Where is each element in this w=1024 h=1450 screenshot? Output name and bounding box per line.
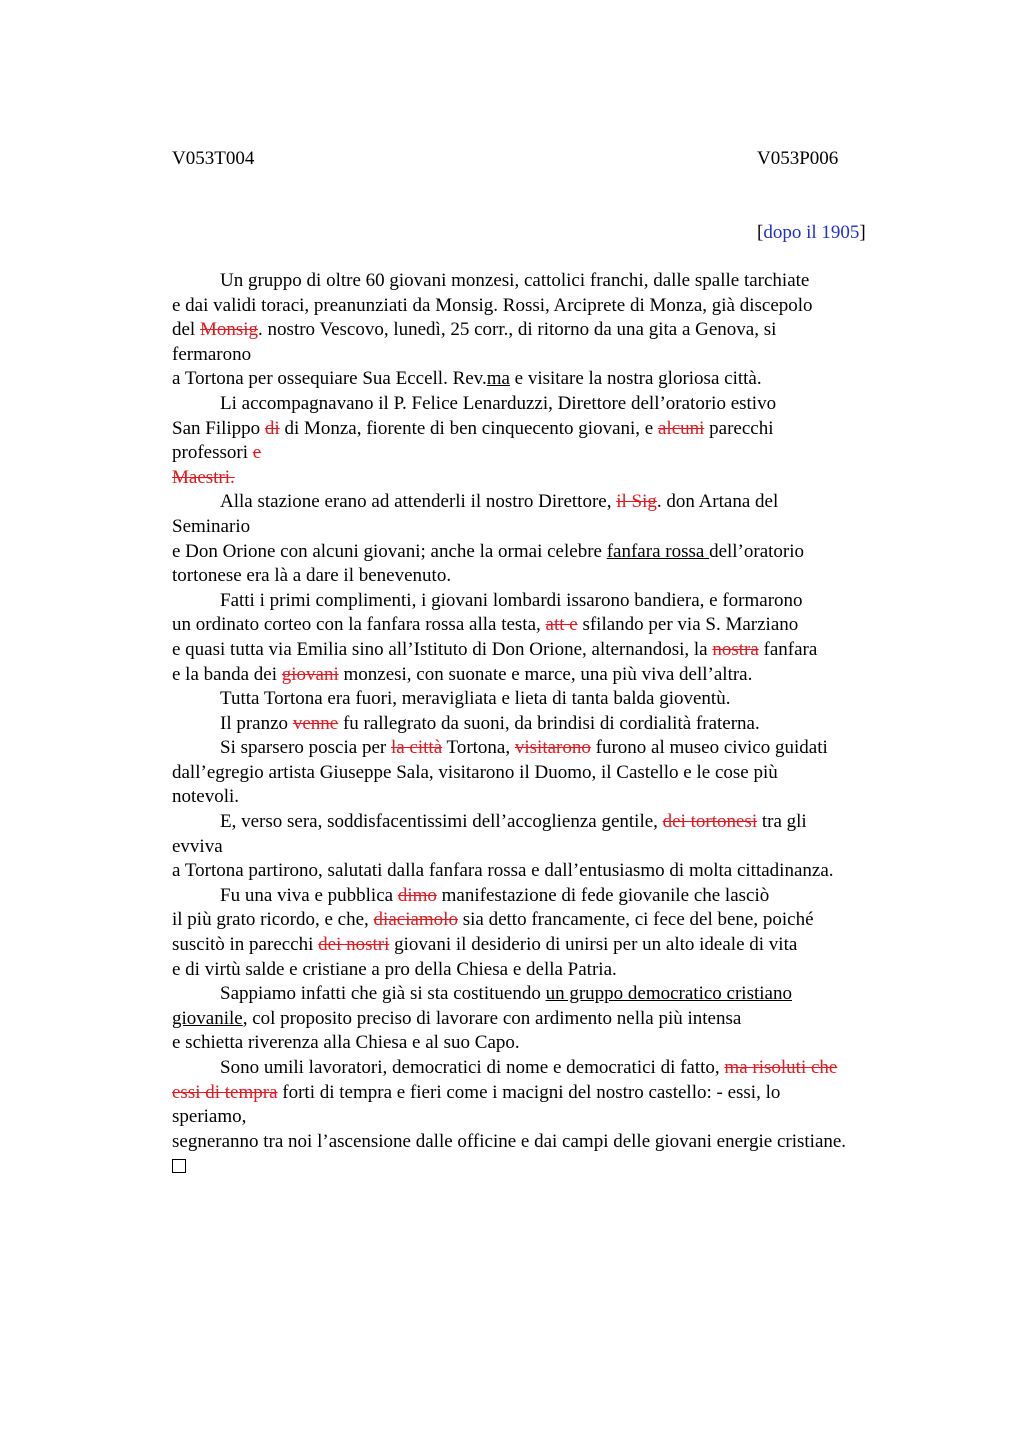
text: E, verso sera, soddisfacentissimi dell’accoglienza gentile, xyxy=(220,811,663,833)
deleted-text: il Sig xyxy=(616,491,657,513)
text: professori xyxy=(172,442,253,464)
text-line xyxy=(172,613,912,638)
date-note xyxy=(757,221,866,245)
text: monzesi, con suonate e marce, una più viva dell’altra. xyxy=(338,663,753,685)
deleted-text: dei nostri xyxy=(318,934,390,956)
underlined-text: un gruppo democratico cristiano xyxy=(545,983,792,1005)
text: dell’oratorio xyxy=(709,540,805,562)
text: segneranno tra noi l’ascensione dalle officine e dai campi delle giovani energie cristiane. xyxy=(172,1130,847,1152)
text-line xyxy=(172,663,912,688)
text-line xyxy=(172,958,912,983)
text: a Tortona partirono, salutati dalla fanfara rossa e dall’entusiasmo di molta cittadinanza. xyxy=(172,860,834,882)
text-line xyxy=(172,1056,912,1081)
text-line xyxy=(172,589,912,614)
document-body xyxy=(172,269,912,1181)
text: . don Artana del xyxy=(656,491,779,513)
text: dall’egregio artista Giuseppe Sala, visitarono il Duomo, il Castello e le cose più xyxy=(172,761,778,783)
text-line xyxy=(172,490,912,515)
text-line xyxy=(172,884,912,909)
text: speriamo, xyxy=(172,1106,247,1128)
deleted-text: Monsig xyxy=(199,319,259,341)
text: e Don Orione con alcuni giovani; anche la ormai celebre xyxy=(172,540,607,562)
text-line xyxy=(172,982,912,1007)
deleted-text: la città xyxy=(390,737,443,759)
text: e dai validi toraci, preanunziati da Monsig. Rossi, Arciprete di Monza, già discepolo xyxy=(172,294,813,316)
text: Un gruppo di oltre 60 giovani monzesi, cattolici franchi, dalle spalle tarchiate xyxy=(220,270,810,291)
date-bracket-open: [ xyxy=(757,222,764,243)
text: Sappiamo infatti che già si sta costituendo xyxy=(220,983,546,1005)
text-line xyxy=(172,687,912,712)
text: Fatti i primi complimenti, i giovani lombardi issarono bandiera, e formarono xyxy=(220,589,803,611)
deleted-text: nostra xyxy=(712,638,759,660)
text: giovani il desiderio di unirsi per un alto ideale di vita xyxy=(389,934,798,956)
text: evviva xyxy=(172,835,223,857)
text-line xyxy=(172,638,912,663)
text: Seminario xyxy=(172,515,251,537)
text: fermarono xyxy=(172,343,252,365)
text-line xyxy=(172,1130,912,1155)
text: e quasi tutta via Emilia sino all’Istituto di Don Orione, alternandosi, la xyxy=(172,638,713,660)
text: fanfara xyxy=(758,638,818,660)
text-line xyxy=(172,318,912,343)
text-line xyxy=(172,785,912,810)
deleted-text: dei tortonesi xyxy=(662,811,758,833)
text: e visitare la nostra gloriosa città. xyxy=(509,368,762,390)
text: forti di tempra e fieri come i macigni del nostro castello: - essi, lo xyxy=(277,1081,781,1103)
text-line xyxy=(172,712,912,737)
text-line xyxy=(172,835,912,860)
text-line xyxy=(172,343,912,368)
text: Si sparsero poscia per xyxy=(220,737,391,759)
text-line xyxy=(172,1081,912,1106)
deleted-text: dimo xyxy=(397,884,437,906)
deleted-text: di xyxy=(264,417,280,439)
text-line xyxy=(172,294,912,319)
deleted-text: Maestri. xyxy=(172,466,235,488)
text: suscitò in parecchi xyxy=(172,934,319,956)
end-mark-line xyxy=(172,1154,912,1181)
text-line xyxy=(172,761,912,786)
text-line xyxy=(172,466,912,491)
deleted-text: e xyxy=(252,442,262,464)
text: notevoli. xyxy=(172,786,240,808)
text: furono al museo civico guidati xyxy=(590,737,828,759)
text: tortonese era là a dare il benevenuto. xyxy=(172,565,452,587)
text-line xyxy=(172,1105,912,1130)
text-line xyxy=(172,269,912,294)
underlined-text: giovanile xyxy=(172,1007,243,1029)
document-code-right: V053P006 xyxy=(757,148,839,169)
deleted-text: giovani xyxy=(281,663,339,685)
text-line xyxy=(172,367,912,392)
text: a Tortona per ossequiare Sua Eccell. Rev. xyxy=(172,368,487,390)
deleted-text: visitarono xyxy=(514,737,591,759)
text: del xyxy=(172,319,200,341)
text: . nostro Vescovo, lunedì, 25 corr., di ritorno da una gita a Genova, si xyxy=(258,319,777,341)
text: Alla stazione erano ad attenderli il nostro Direttore, xyxy=(220,491,617,513)
text: e di virtù salde e cristiane a pro della Chiesa e della Patria. xyxy=(172,958,617,980)
end-square-icon xyxy=(172,1159,186,1173)
text-line xyxy=(172,441,912,466)
deleted-text: venne xyxy=(292,712,339,734)
text: Tortona, xyxy=(442,737,515,759)
date-bracket-close: ] xyxy=(859,222,866,243)
text: Li accompagnavano il P. Felice Lenarduzzi, Direttore dell’oratorio estivo xyxy=(220,392,777,414)
text-line xyxy=(172,392,912,417)
date-text: dopo il 1905 xyxy=(763,222,860,243)
text: parecchi xyxy=(704,417,774,439)
text-line xyxy=(172,933,912,958)
text-line xyxy=(172,908,912,933)
text: tra gli xyxy=(757,811,807,833)
text-line xyxy=(172,1007,912,1032)
text-line xyxy=(172,540,912,565)
deleted-text: alcuni xyxy=(657,417,705,439)
text: sia detto francamente, ci fece del bene, poiché xyxy=(457,909,814,931)
text: il più grato ricordo, e che, xyxy=(172,909,374,931)
underlined-text: ma xyxy=(486,368,510,390)
text: , col proposito preciso di lavorare con ardimento nella più intensa xyxy=(242,1007,742,1029)
text: Sono umili lavoratori, democratici di nome e democratici di fatto, xyxy=(220,1057,725,1078)
document-code-left: V053T004 xyxy=(172,148,255,169)
text-line xyxy=(172,515,912,540)
text: di Monza, fiorente di ben cinquecento giovani, e xyxy=(279,417,658,439)
text-line xyxy=(172,810,912,835)
deleted-text: att e xyxy=(545,614,578,636)
text: San Filippo xyxy=(172,417,265,439)
text: e la banda dei xyxy=(172,663,282,685)
text: Fu una viva e pubblica xyxy=(220,884,398,906)
deleted-text: essi di tempra xyxy=(172,1081,278,1103)
deleted-text: diaciamolo xyxy=(373,909,458,931)
deleted-text: ma risoluti che xyxy=(724,1057,838,1078)
text: sfilando per via S. Marziano xyxy=(577,614,799,636)
text: fu rallegrato da suoni, da brindisi di cordialità fraterna. xyxy=(338,712,760,734)
text-line xyxy=(172,859,912,884)
text: Il pranzo xyxy=(220,712,293,734)
text: un ordinato corteo con la fanfara rossa alla testa, xyxy=(172,614,546,636)
text-line xyxy=(172,736,912,761)
text-line xyxy=(172,417,912,442)
text-line xyxy=(172,564,912,589)
text-line xyxy=(172,1031,912,1056)
underlined-text: fanfara rossa xyxy=(606,540,710,562)
text: e schietta riverenza alla Chiesa e al suo Capo. xyxy=(172,1032,520,1054)
text: manifestazione di fede giovanile che lasciò xyxy=(436,884,770,906)
text: Tutta Tortona era fuori, meravigliata e lieta di tanta balda gioventù. xyxy=(220,688,731,710)
